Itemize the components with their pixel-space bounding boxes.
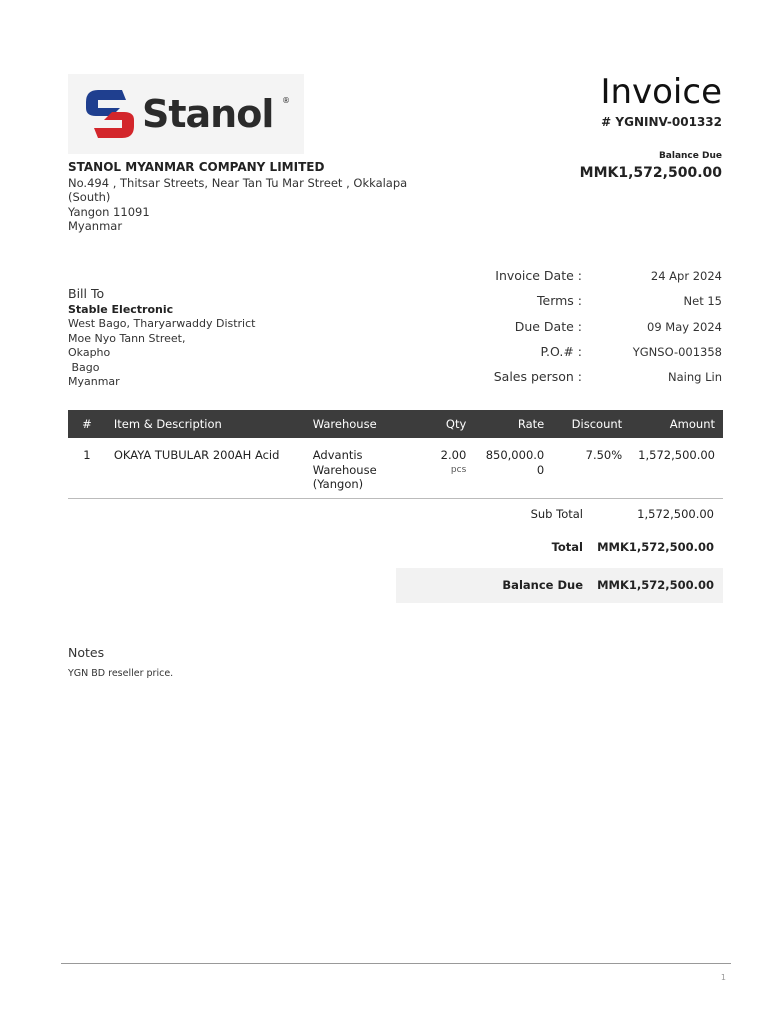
row-number: 1 bbox=[83, 448, 91, 462]
rate-line: 0 bbox=[536, 462, 545, 477]
subtotal-row bbox=[396, 500, 723, 533]
company-logo bbox=[68, 74, 304, 154]
qty-unit: pcs bbox=[450, 464, 467, 475]
bill-to-label: Bill To bbox=[68, 286, 105, 301]
warehouse-line: Advantis bbox=[312, 448, 363, 462]
company-address bbox=[68, 160, 408, 234]
row-item: OKAYA TUBULAR 200AH Acid bbox=[113, 448, 280, 462]
row-rate bbox=[474, 438, 552, 498]
invoice-title: Invoice bbox=[600, 72, 722, 112]
bill-to-line: West Bago, Tharyarwaddy District bbox=[68, 317, 256, 330]
balance-due-label: Balance Due bbox=[658, 151, 722, 161]
address-line: (South) bbox=[68, 190, 111, 204]
warehouse-line: (Yangon) bbox=[312, 477, 364, 491]
items-table bbox=[68, 410, 723, 499]
col-header-amount: Amount bbox=[669, 417, 715, 431]
table-row bbox=[68, 438, 723, 498]
col-header-item: Item & Description bbox=[113, 417, 222, 431]
table-header-row bbox=[68, 410, 723, 438]
meta-invoice-date bbox=[440, 266, 722, 291]
meta-label: P.O.# : bbox=[540, 343, 582, 359]
meta-label: Due Date : bbox=[514, 318, 582, 334]
row-warehouse bbox=[305, 438, 423, 498]
meta-po-number bbox=[440, 342, 722, 367]
meta-value: YGNSO-001358 bbox=[632, 344, 722, 359]
col-header-rate: Rate bbox=[517, 417, 545, 431]
meta-sales-person bbox=[440, 367, 722, 392]
meta-due-date bbox=[440, 317, 722, 342]
company-name: STANOL MYANMAR COMPANY LIMITED bbox=[68, 160, 325, 174]
meta-value: Naing Lin bbox=[668, 370, 722, 385]
row-amount: 1,572,500.00 bbox=[638, 448, 715, 462]
col-header-number: # bbox=[82, 417, 92, 431]
customer-name: Stable Electronic bbox=[68, 302, 174, 316]
logo-wordmark: Stanol bbox=[142, 92, 274, 136]
meta-terms bbox=[440, 291, 722, 316]
bill-to-line: Bago bbox=[68, 360, 100, 374]
total-row bbox=[396, 533, 723, 566]
meta-label: Sales person : bbox=[493, 369, 582, 385]
meta-value: Net 15 bbox=[683, 294, 722, 309]
qty-value: 2.00 bbox=[440, 448, 467, 462]
notes-label: Notes bbox=[68, 645, 105, 660]
registered-mark: ® bbox=[282, 96, 290, 105]
rate-line: 850,000.0 bbox=[485, 448, 545, 462]
stanol-s-logo-icon bbox=[82, 86, 138, 142]
bill-to-section bbox=[68, 287, 255, 390]
totals-section bbox=[396, 500, 723, 603]
meta-value: 24 Apr 2024 bbox=[650, 269, 722, 283]
balance-due-row bbox=[396, 568, 723, 603]
total-label: Total bbox=[551, 540, 583, 554]
balance-value: MMK1,572,500.00 bbox=[597, 578, 714, 592]
subtotal-value: 1,572,500.00 bbox=[637, 507, 714, 521]
balance-due-value: MMK1,572,500.00 bbox=[579, 165, 722, 181]
bill-to-line: Moe Nyo Tann Street, bbox=[68, 331, 186, 345]
meta-label: Invoice Date : bbox=[495, 268, 582, 283]
invoice-meta bbox=[440, 266, 722, 392]
col-header-qty: Qty bbox=[445, 417, 467, 431]
warehouse-line: Warehouse bbox=[312, 462, 377, 477]
meta-value: 09 May 2024 bbox=[647, 319, 722, 334]
col-header-warehouse: Warehouse bbox=[312, 417, 377, 431]
notes-text: YGN BD reseller price. bbox=[68, 668, 174, 679]
address-line: Myanmar bbox=[68, 219, 123, 233]
subtotal-label: Sub Total bbox=[530, 507, 583, 521]
address-line: No.494 , Thitsar Streets, Near Tan Tu Mar Street , Okkalapa bbox=[68, 175, 408, 190]
balance-label: Balance Due bbox=[502, 578, 583, 592]
row-discount: 7.50% bbox=[585, 448, 623, 462]
total-value: MMK1,572,500.00 bbox=[597, 540, 714, 554]
meta-label: Terms : bbox=[537, 293, 582, 309]
invoice-number: # YGNINV-001332 bbox=[601, 115, 722, 129]
footer-divider bbox=[61, 963, 731, 964]
bill-to-line: Okapho bbox=[68, 346, 111, 359]
bill-to-line: Myanmar bbox=[68, 375, 120, 388]
page-number: 1 bbox=[720, 973, 726, 982]
col-header-discount: Discount bbox=[571, 417, 623, 431]
address-line: Yangon 11091 bbox=[68, 204, 150, 219]
row-qty bbox=[422, 438, 474, 498]
